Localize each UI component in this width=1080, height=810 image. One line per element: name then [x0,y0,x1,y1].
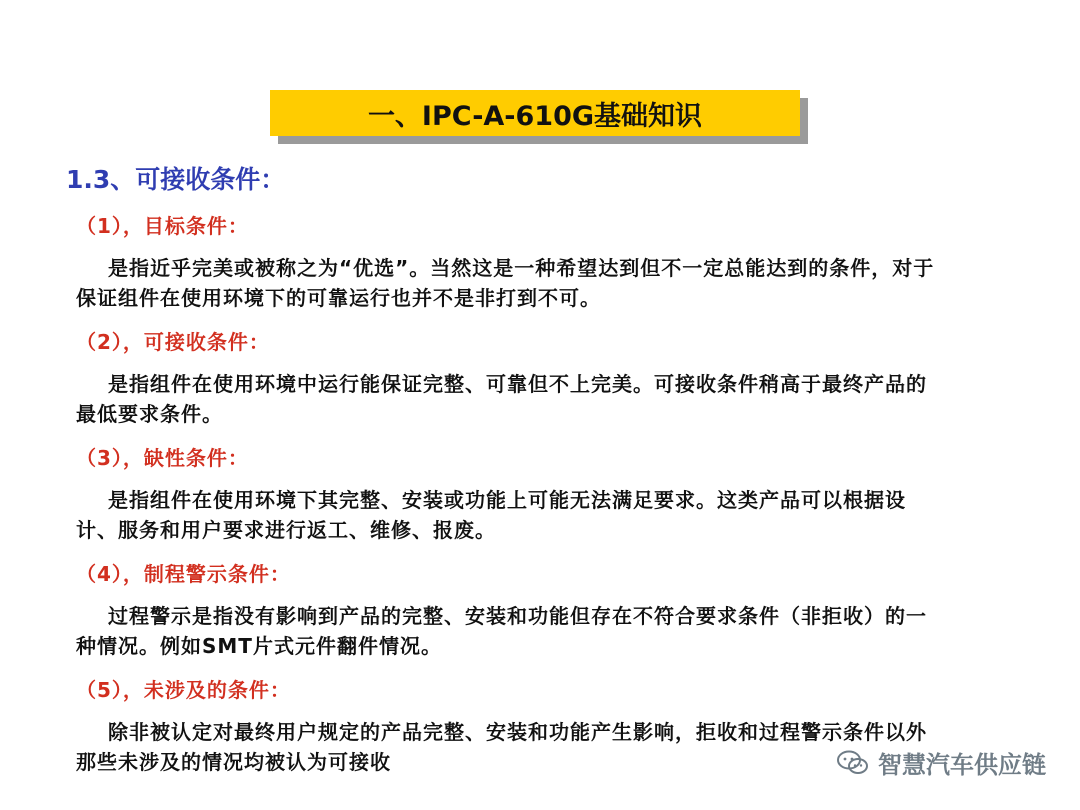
condition-body: 除非被认定对最终用户规定的产品完整、安装和功能产生影响，拒收和过程警示条件以外那些未涉及的情况均被认为可接收 [76,720,927,774]
condition-body: 过程警示是指没有影响到产品的完整、安装和功能但存在不符合要求条件（非拒收）的一种情况。例如SMT片式元件翻件情况。 [76,604,927,658]
condition-item [76,323,946,429]
condition-heading: （3），缺性条件： [76,446,249,470]
condition-body: 是指组件在使用环境中运行能保证完整、可靠但不上完美。可接收条件稍高于最终产品的最低要求条件。 [76,372,927,426]
wechat-icon [836,749,870,777]
condition-heading: （2），可接收条件： [76,330,270,354]
slide-title-banner [270,90,800,136]
condition-item [76,555,946,661]
condition-body: 是指近乎完美或被称之为“优选”。当然这是一种希望达到但不一定总能达到的条件，对于保证组件在使用环境下的可靠运行也并不是非打到不可。 [76,256,935,310]
condition-item [76,439,946,545]
watermark [836,745,1046,780]
condition-heading: （1），目标条件： [76,214,249,238]
condition-body: 是指组件在使用环境下其完整、安装或功能上可能无法满足要求。这类产品可以根据设计、服务和用户要求进行返工、维修、报废。 [76,488,906,542]
slide-title: 一、IPC-A-610G基础知识 [270,90,800,136]
condition-heading: （4），制程警示条件： [76,562,291,586]
section-heading: 1.3、可接收条件： [66,165,286,194]
condition-item [76,671,946,777]
conditions-list [76,207,946,787]
condition-item [76,207,946,313]
watermark-text: 智慧汽车供应链 [878,751,1046,779]
condition-heading: （5），未涉及的条件： [76,678,291,702]
